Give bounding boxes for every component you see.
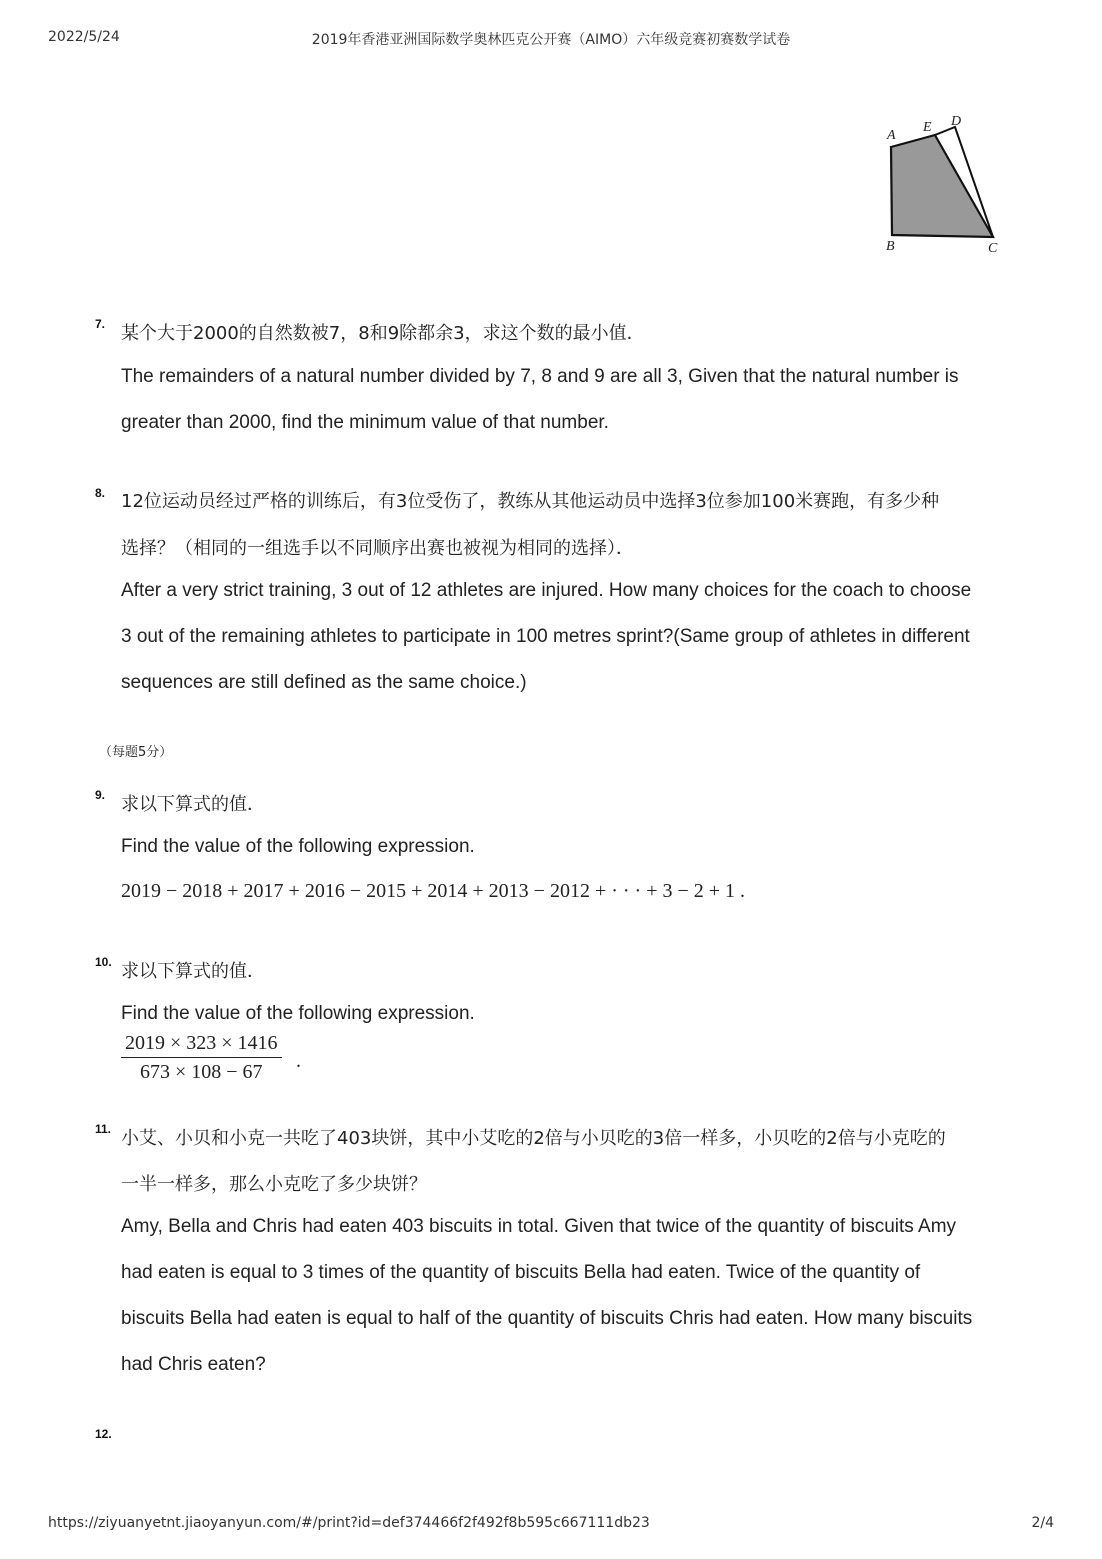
label-a: A bbox=[887, 128, 896, 143]
question-11-english-line-1: Amy, Bella and Chris had eaten 403 biscuits in total. Given that twice of the quantity of biscuits Amy bbox=[121, 1216, 957, 1237]
question-9-expression: 2019 − 2018 + 2017 + 2016 − 2015 + 2014 + 2013 − 2012 + · · · + 3 − 2 + 1 . bbox=[121, 880, 746, 902]
question-8-number: 8. bbox=[95, 486, 106, 500]
section-score-note: （每题5分） bbox=[99, 745, 173, 760]
question-10-chinese: 求以下算式的值． bbox=[121, 961, 265, 982]
label-d: D bbox=[951, 114, 962, 129]
question-11-english-line-3: biscuits Bella had eaten is equal to half of the quantity of biscuits Chris had eaten. How many biscuits bbox=[121, 1308, 973, 1329]
question-7-number: 7. bbox=[95, 317, 106, 331]
question-10-fraction bbox=[121, 1032, 282, 1084]
question-11-english-line-2: had eaten is equal to 3 times of the quantity of biscuits Bella had eaten. Twice of the quantity of bbox=[121, 1262, 921, 1283]
question-10-number: 10. bbox=[95, 955, 112, 969]
question-7-english-line-1: The remainders of a natural number divided by 7, 8 and 9 are all 3, Given that the natural number is bbox=[121, 366, 959, 387]
footer-url[interactable]: https://ziyuanyetnt.jiaoyanyun.com/#/print?id=def374466f2f492f8b595c667111db23 bbox=[48, 1515, 650, 1531]
geometry-figure bbox=[878, 110, 1008, 260]
header-date: 2022/5/24 bbox=[48, 29, 120, 45]
question-9-english: Find the value of the following expression. bbox=[121, 836, 475, 857]
footer-page-number: 2/4 bbox=[1031, 1515, 1054, 1531]
label-b: B bbox=[886, 239, 895, 254]
shaded-quadrilateral-abce bbox=[891, 135, 993, 237]
question-7-chinese: 某个大于2000的自然数被7，8和9除都余3，求这个数的最小值． bbox=[121, 323, 645, 344]
fraction-denominator: 673 × 108 − 67 bbox=[140, 1061, 263, 1083]
question-8-english-line-1: After a very strict training, 3 out of 12 athletes are injured. How many choices for the coach to choose bbox=[121, 580, 972, 601]
label-c: C bbox=[988, 241, 998, 256]
question-9-chinese: 求以下算式的值． bbox=[121, 794, 265, 815]
question-7-english-line-2: greater than 2000, find the minimum value of that number. bbox=[121, 412, 609, 433]
question-8-chinese-line-2: 选择？（相同的一组选手以不同顺序出赛也被视为相同的选择）． bbox=[121, 538, 634, 559]
question-11-chinese-line-2: 一半一样多，那么小克吃了多少块饼？ bbox=[121, 1174, 427, 1195]
fraction-numerator: 2019 × 323 × 1416 bbox=[125, 1032, 278, 1054]
label-e: E bbox=[923, 120, 932, 135]
question-9-number: 9. bbox=[95, 788, 106, 802]
question-10-english: Find the value of the following expression. bbox=[121, 1003, 475, 1024]
question-8-english-line-2: 3 out of the remaining athletes to participate in 100 metres sprint?(Same group of athletes in different bbox=[121, 626, 970, 647]
question-10-trailing-period: . bbox=[296, 1050, 301, 1072]
question-11-english-line-4: had Chris eaten? bbox=[121, 1354, 266, 1375]
question-11-chinese-line-1: 小艾、小贝和小克一共吃了403块饼，其中小艾吃的2倍与小贝吃的3倍一样多，小贝吃的2倍与小克吃的 bbox=[121, 1128, 946, 1149]
question-12-number: 12. bbox=[95, 1427, 112, 1441]
question-8-english-line-3: sequences are still defined as the same choice.) bbox=[121, 672, 527, 693]
header-title: 2019年香港亚洲国际数学奥林匹克公开赛（AIMO）六年级竞赛初赛数学试卷 bbox=[311, 32, 791, 48]
question-8-chinese-line-1: 12位运动员经过严格的训练后，有3位受伤了，教练从其他运动员中选择3位参加100米赛跑，有多少种 bbox=[121, 491, 940, 512]
question-11-number: 11. bbox=[95, 1122, 112, 1136]
